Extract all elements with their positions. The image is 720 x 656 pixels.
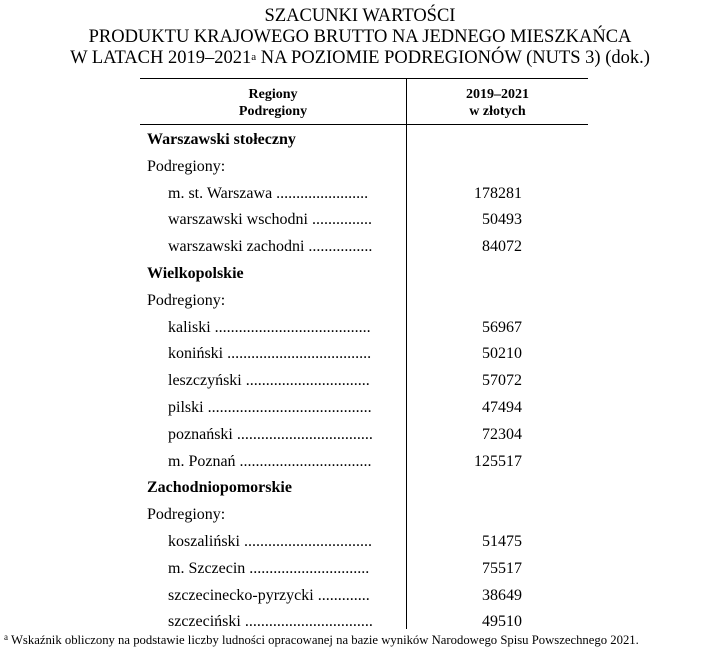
title-line-3-years: W LATACH 2019–2021 [70,48,252,68]
column-header-value-line-2: w złotych [469,104,526,119]
row-label: leszczyński ............................... [168,372,370,390]
column-header-regions [140,86,406,120]
table-row [0,556,720,583]
row-value: 38649 [482,586,522,604]
table-row-region [0,127,720,154]
row-label: warszawski zachodni ................ [168,238,373,256]
row-value: 50210 [482,345,522,363]
footnote-text: Wskaźnik obliczony na podstawie liczby ludności opracowanej na bazie wyników Narodowego Spisu Powszechnego 2021. [8,633,639,647]
title-line-3-rest: NA POZIOMIE PODREGIONÓW (NUTS 3) (dok.) [256,48,650,68]
table-row [0,449,720,476]
row-label: koniński .................................... [168,345,372,363]
table-header-rule [140,124,588,125]
column-header-value [407,86,588,120]
row-value: 125517 [474,452,522,470]
row-label: szczecinecko-pyrzycki ............. [168,586,370,604]
title-line-2: PRODUKTU KRAJOWEGO BRUTTO NA JEDNEGO MIESZKAŃCA [88,27,632,47]
row-label: poznański .................................. [168,425,373,443]
row-label: m. Poznań ................................. [168,452,372,470]
table-row-region [0,261,720,288]
table-row [0,529,720,556]
table-row [0,207,720,234]
row-value: 50493 [482,211,522,229]
table-row [0,234,720,261]
table-row-subheading [0,154,720,181]
table-row [0,422,720,449]
footnote [4,633,639,648]
row-label: Podregiony: [147,506,226,524]
row-value: 47494 [482,399,522,416]
column-header-regions-line-1: Regiony [248,87,298,102]
row-label: kaliski ....................................... [168,318,371,336]
table-top-rule [140,78,588,79]
row-label: warszawski wschodni ............... [168,211,372,229]
table-row-subheading [0,288,720,315]
row-value: 178281 [474,184,522,202]
table-row [0,368,720,395]
row-value: 57072 [482,372,522,390]
title-line-3 [0,48,720,69]
row-label: Zachodniopomorskie [147,479,292,497]
row-value: 75517 [482,559,522,577]
row-label: m. Szczecin .............................. [168,559,370,577]
row-value: 72304 [482,425,522,443]
title-footnote-mark: a [251,51,257,63]
row-label: koszaliński ................................ [168,533,372,550]
row-value: 84072 [482,238,522,256]
table-row [0,181,720,208]
row-label: szczeciński ................................ [168,613,373,631]
table-row-subheading [0,502,720,529]
footnote-mark: a [4,632,8,642]
title-line-1: SZACUNKI WARTOŚCI [264,6,456,26]
column-header-regions-line-2: Podregiony [238,104,308,119]
row-value: 49510 [482,613,522,631]
row-value: 56967 [482,318,522,336]
table-row [0,341,720,368]
table-row [0,583,720,610]
row-label: Wielkopolskie [147,265,244,282]
document-title [0,6,720,69]
table-row [0,395,720,422]
row-label: pilski ......................................... [168,399,372,416]
table-row [0,315,720,342]
table-row-region [0,475,720,502]
row-value: 51475 [482,533,522,550]
row-label: Podregiony: [147,157,226,175]
column-header-value-line-1: 2019–2021 [466,87,529,102]
row-label: Warszawski stołeczny [147,131,296,148]
row-label: Podregiony: [147,291,226,309]
row-label: m. st. Warszawa ....................... [168,184,369,202]
